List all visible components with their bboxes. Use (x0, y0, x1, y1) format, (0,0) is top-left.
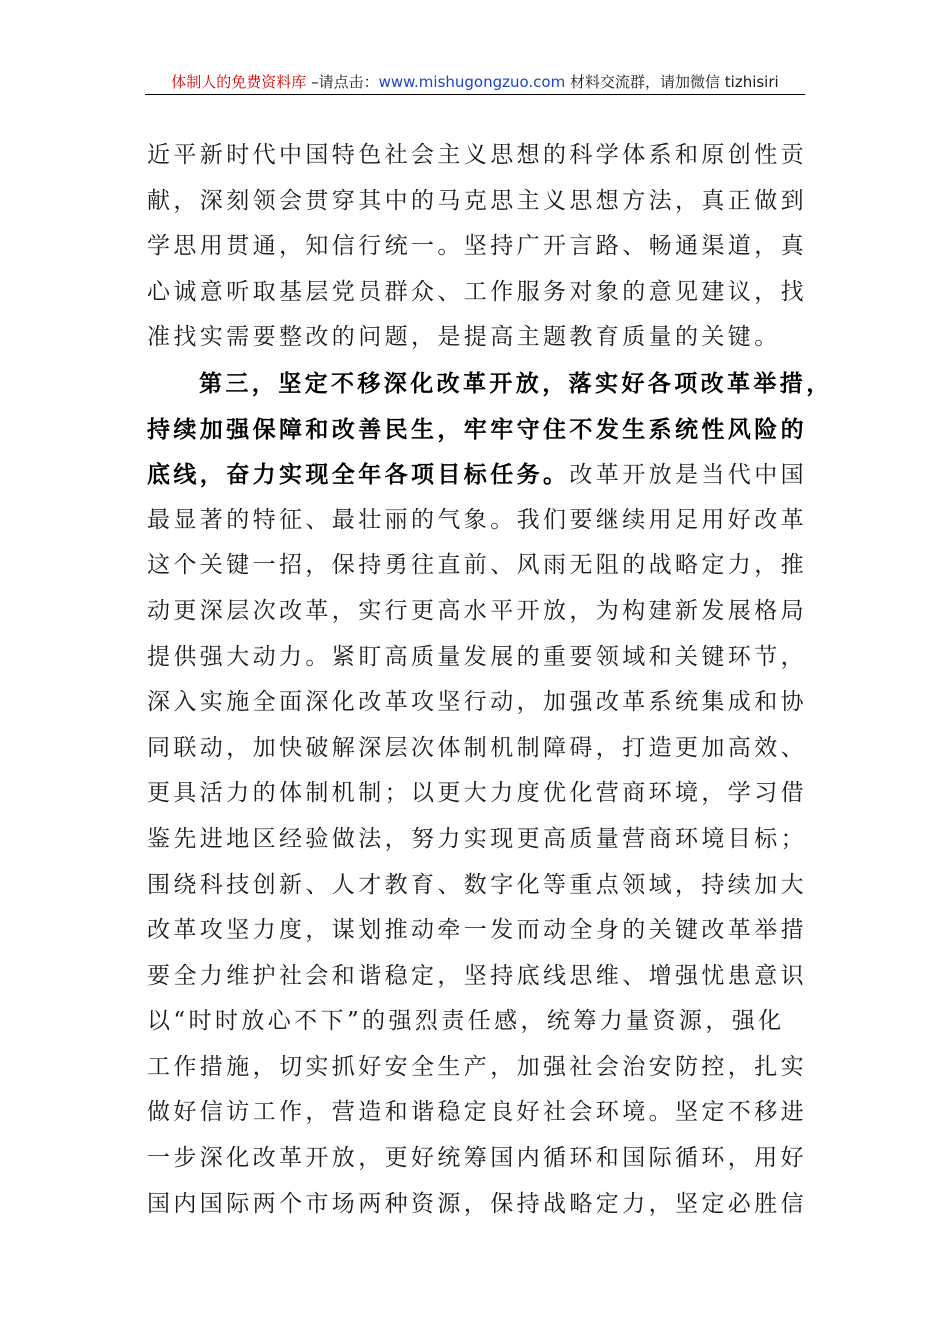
text-line: 近平新时代中国特色社会主义思想的科学体系和原创性贡 (147, 142, 807, 168)
text-line: 动更深层次改革，实行更高水平开放，为构建新发展格局 (147, 597, 807, 624)
heading-line: 持续加强保障和改善民生，牢牢守住不发生系统性风险的 (147, 415, 807, 443)
text-line: 同联动，加快破解深层次体制机制障碍，打造更加高效、 (147, 734, 807, 761)
text-line: 学思用贯通，知信行统一。坚持广开言路、畅通渠道，真 (147, 233, 807, 260)
text-line: 工作措施，切实抓好安全生产，加强社会治安防控，扎实 (147, 1053, 807, 1080)
document-body (147, 133, 833, 1227)
text-line: 最显著的特征、最壮丽的气象。我们要继续用足用好改革 (147, 506, 807, 533)
text-line: 提供强大动力。紧盯高质量发展的重要领域和关键环节， (147, 643, 807, 670)
header-prefix: –请点击： (306, 73, 379, 91)
header-suffix: 材料交流群，请加微信 tizhisiri (565, 73, 779, 91)
text-line: 改革攻坚力度，谋划推动牵一发而动全身的关键改革举措 (147, 917, 807, 944)
text-line (147, 452, 807, 498)
text-line: 以“时时放心不下”的强烈责任感，统筹力量资源，强化 (147, 1008, 785, 1035)
header-link[interactable]: www.mishugongzuo.com (378, 73, 566, 91)
text-line: 献，深刻领会贯穿其中的马克思主义思想方法，真正做到 (147, 187, 807, 214)
text-line: 一步深化改革开放，更好统筹国内循环和国际循环，用好 (147, 1145, 807, 1172)
text-line: 深入实施全面深化改革攻坚行动，加强改革系统集成和协 (147, 689, 807, 716)
text-line: 更具活力的体制机制；以更大力度优化营商环境，学习借 (147, 780, 807, 807)
text-line: 要全力维护社会和谐稳定，坚持底线思维、增强忧患意识 (147, 962, 807, 989)
text-line: 这个关键一招，保持勇往直前、风雨无阻的战略定力，推 (147, 552, 807, 579)
heading-line: 第三，坚定不移深化改革开放，落实好各项改革举措， (199, 369, 833, 397)
text-segment: 改革开放是当代中国 (569, 462, 808, 489)
text-line: 鉴先进地区经验做法，努力实现更高质量营商环境目标； (147, 825, 807, 852)
text-line: 围绕科技创新、人才教育、数字化等重点领域，持续加大 (147, 871, 807, 898)
heading-line-end: 底线，奋力实现全年各项目标任务。 (147, 461, 570, 489)
page-header (145, 70, 805, 95)
text-line: 国内国际两个市场两种资源，保持战略定力，坚定必胜信 (147, 1190, 807, 1217)
header-brand: 体制人的免费资料库 (171, 73, 307, 91)
text-line: 做好信访工作，营造和谐稳定良好社会环境。坚定不移进 (147, 1099, 807, 1126)
text-line: 心诚意听取基层党员群众、工作服务对象的意见建议，找 (147, 278, 807, 305)
text-line: 准找实需要整改的问题，是提高主题教育质量的关键。 (147, 324, 781, 351)
